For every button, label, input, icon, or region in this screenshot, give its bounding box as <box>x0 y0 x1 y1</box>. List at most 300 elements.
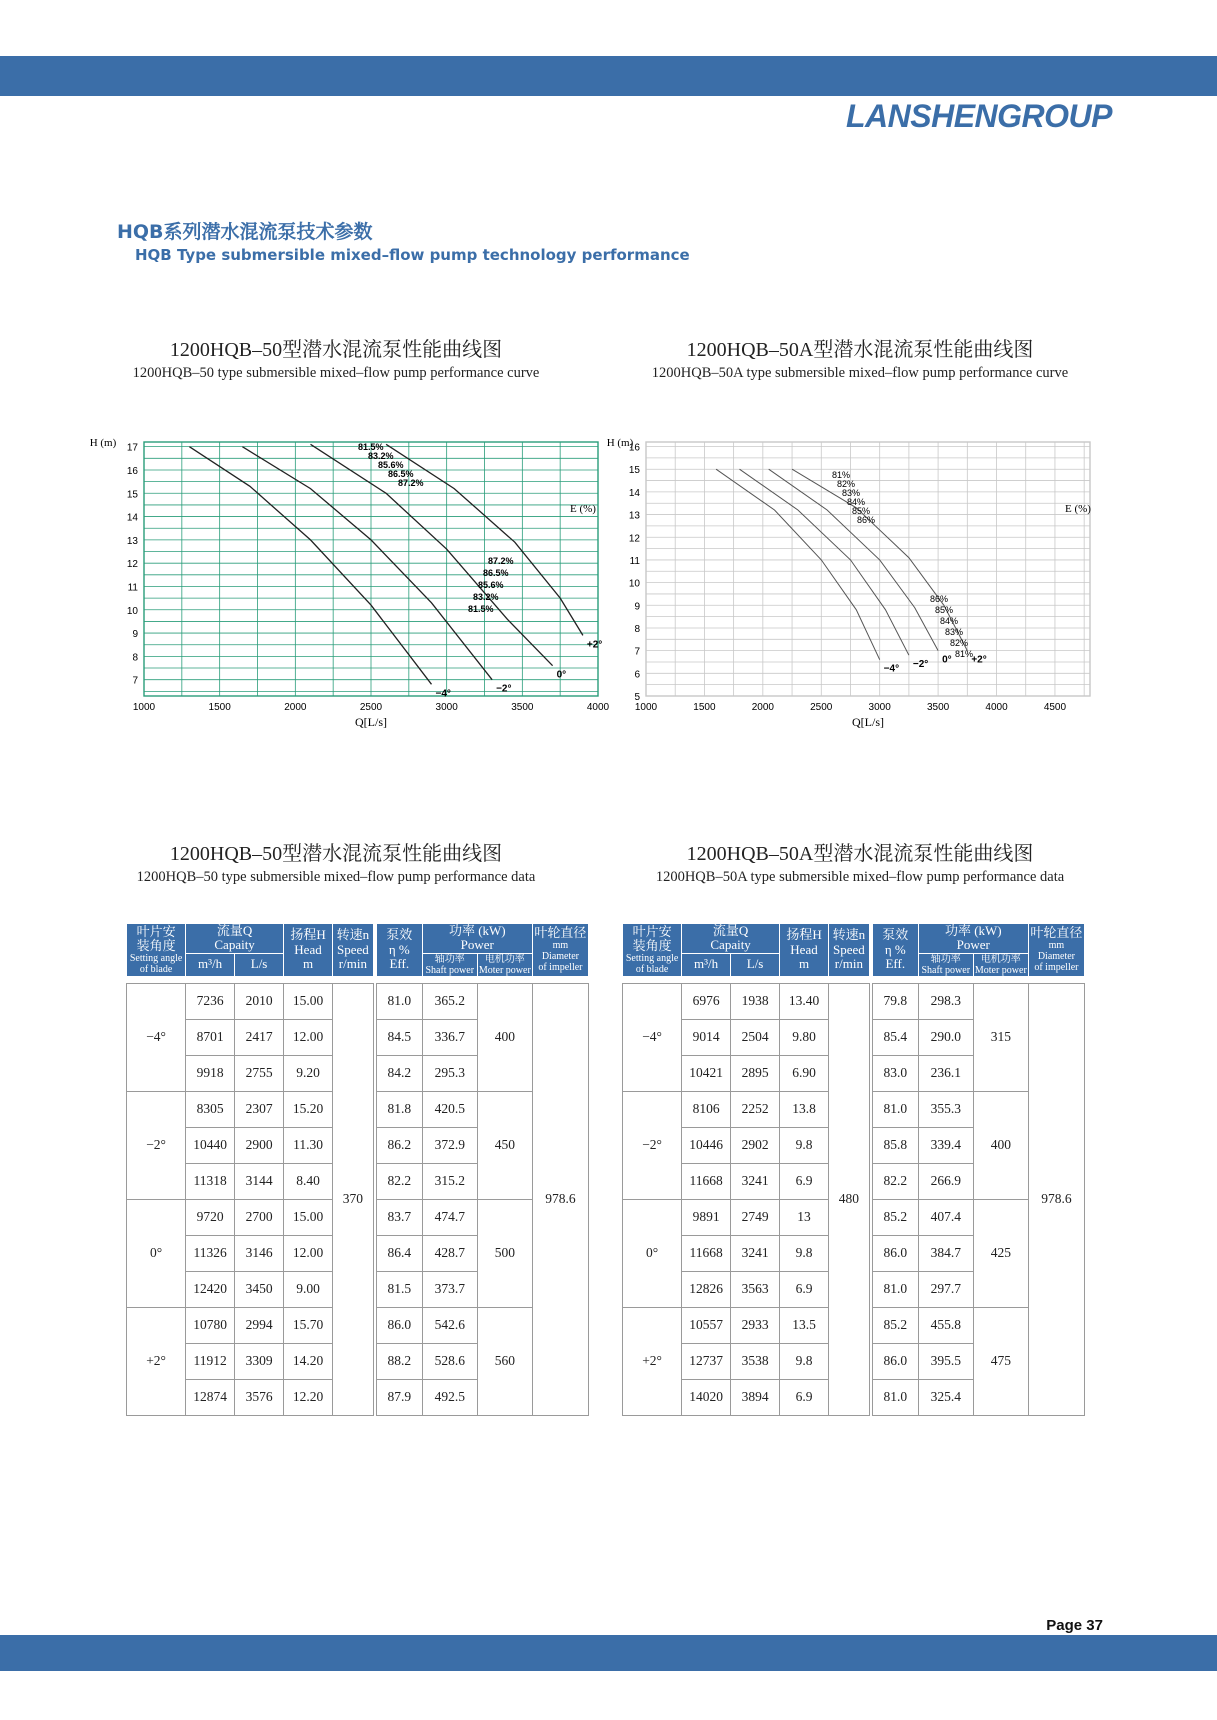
cell-head: 6.9 <box>780 1271 829 1307</box>
cell-capacity-ls: 3450 <box>235 1271 284 1307</box>
y-tick-label: 10 <box>628 578 640 590</box>
efficiency-label: 83.2% <box>368 451 394 461</box>
header-dia-en2: of impeller <box>1034 962 1079 974</box>
cell-motor-power: 500 <box>477 1199 532 1307</box>
header-angle <box>623 924 682 977</box>
y-tick-label: 15 <box>126 489 138 501</box>
cell-capacity-m3h: 11318 <box>186 1163 235 1199</box>
cell-capacity-m3h: 12826 <box>682 1271 731 1307</box>
cell-head: 15.00 <box>284 1199 333 1235</box>
header-power <box>918 924 1028 954</box>
y-tick-label: 14 <box>126 512 138 524</box>
x-tick-label: 3000 <box>435 702 458 713</box>
cell-efficiency: 88.2 <box>376 1343 422 1379</box>
cell-capacity-ls: 2895 <box>731 1055 780 1091</box>
cell-head: 6.9 <box>780 1379 829 1415</box>
y-tick-label: 9 <box>132 629 138 641</box>
header-diameter <box>1028 924 1084 977</box>
cell-capacity-ls: 3144 <box>235 1163 284 1199</box>
cell-head: 9.80 <box>780 1019 829 1055</box>
cell-capacity-m3h: 11326 <box>186 1235 235 1271</box>
cell-capacity-ls: 2010 <box>235 983 284 1019</box>
efficiency-label: 85% <box>852 506 871 516</box>
cell-shaft-power: 325.4 <box>918 1379 973 1415</box>
y-tick-label: 7 <box>634 646 640 658</box>
x-tick-label: 4500 <box>1043 702 1067 713</box>
cell-efficiency: 81.0 <box>872 1379 918 1415</box>
cell-capacity-ls: 2307 <box>235 1091 284 1127</box>
header-spacer <box>623 976 1085 983</box>
header-eff-cn: 泵效 <box>882 927 909 943</box>
cell-angle: 0° <box>623 1199 682 1307</box>
cell-head: 12.20 <box>284 1379 333 1415</box>
header-capacity-unit1: m³/h <box>186 953 235 976</box>
cell-head: 15.70 <box>284 1307 333 1343</box>
table-left-caption-cn: 1200HQB–50型潜水混流泵性能曲线图 <box>169 843 503 865</box>
cell-head: 13 <box>780 1199 829 1235</box>
cell-shaft-power: 298.3 <box>918 983 973 1019</box>
cell-capacity-m3h: 9720 <box>186 1199 235 1235</box>
chart-right-caption-cn: 1200HQB–50A型潜水混流泵性能曲线图 <box>686 339 1034 361</box>
x-axis-label: Q[L/s] <box>355 715 387 729</box>
y-tick-label: 8 <box>132 652 138 664</box>
header-angle-en1: Setting angle <box>129 953 183 965</box>
cell-capacity-m3h: 8701 <box>186 1019 235 1055</box>
header-head <box>284 924 333 977</box>
cell-angle: −2° <box>623 1091 682 1199</box>
cell-shaft-power: 528.6 <box>422 1343 477 1379</box>
y-tick-label: 13 <box>628 510 640 522</box>
x-tick-label: 4000 <box>586 702 610 713</box>
cell-diameter: 978.6 <box>1028 983 1084 1415</box>
cell-shaft-power: 372.9 <box>422 1127 477 1163</box>
cell-angle: 0° <box>127 1199 186 1307</box>
cell-motor-power: 560 <box>477 1307 532 1415</box>
cell-head: 15.20 <box>284 1091 333 1127</box>
efficiency-label: 83% <box>945 627 964 637</box>
header-eff <box>376 924 422 977</box>
cell-shaft-power: 355.3 <box>918 1091 973 1127</box>
header-angle-cn2: 装角度 <box>632 937 672 953</box>
cell-capacity-ls: 2252 <box>731 1091 780 1127</box>
header-capacity-en: Capaity <box>214 937 255 953</box>
efficiency-label: 81% <box>832 470 851 480</box>
header-power-cn: 功率 (kW) <box>944 923 1002 938</box>
cell-capacity-m3h: 11668 <box>682 1163 731 1199</box>
y-tick-label: 15 <box>628 465 640 477</box>
cell-capacity-m3h: 12737 <box>682 1343 731 1379</box>
x-tick-label: 1500 <box>693 702 716 713</box>
header-speed-cn: 转速n <box>336 927 370 943</box>
efficiency-label: 81.5% <box>358 442 384 452</box>
cell-shaft-power: 384.7 <box>918 1235 973 1271</box>
cell-motor-power: 400 <box>477 983 532 1091</box>
chart-left <box>88 437 610 770</box>
header-angle-cn1: 叶片安 <box>136 923 176 939</box>
series-label: −2° <box>912 659 929 671</box>
cell-head: 9.8 <box>780 1235 829 1271</box>
x-tick-label: 1000 <box>132 702 156 713</box>
header-power-en: Power <box>460 937 494 953</box>
header-dia-en2: of impeller <box>538 962 583 974</box>
cell-head: 15.00 <box>284 983 333 1019</box>
x-axis-label: Q[L/s] <box>852 715 884 729</box>
page-title-en: HQB Type submersible mixed–flow pump technology performance <box>135 246 690 264</box>
y-tick-label: 17 <box>126 442 138 454</box>
header-eff-sym: η % <box>388 941 410 957</box>
cell-head: 12.00 <box>284 1235 333 1271</box>
header-shaft <box>422 953 477 976</box>
cell-shaft-power: 428.7 <box>422 1235 477 1271</box>
cell-speed: 480 <box>829 983 870 1415</box>
efficiency-label: 82% <box>837 479 856 489</box>
y-tick-label: 12 <box>126 559 138 571</box>
y-tick-label: 6 <box>634 669 640 681</box>
cell-motor-power: 315 <box>973 983 1028 1091</box>
table-right-caption <box>590 837 1130 886</box>
cell-efficiency: 81.8 <box>376 1091 422 1127</box>
header-power-en: Power <box>956 937 990 953</box>
series-label: −4° <box>883 663 900 675</box>
chart-right-caption <box>590 333 1130 382</box>
series-label: +2° <box>586 639 603 651</box>
y-tick-label: 9 <box>634 601 640 613</box>
cell-head: 13.40 <box>780 983 829 1019</box>
cell-capacity-ls: 3309 <box>235 1343 284 1379</box>
cell-head: 12.00 <box>284 1019 333 1055</box>
cell-shaft-power: 365.2 <box>422 983 477 1019</box>
header-head <box>780 924 829 977</box>
cell-capacity-m3h: 8106 <box>682 1091 731 1127</box>
cell-shaft-power: 474.7 <box>422 1199 477 1235</box>
cell-capacity-ls: 2933 <box>731 1307 780 1343</box>
cell-angle: +2° <box>623 1307 682 1415</box>
cell-capacity-ls: 3538 <box>731 1343 780 1379</box>
efficiency-label: 84% <box>847 497 866 507</box>
cell-capacity-m3h: 12874 <box>186 1379 235 1415</box>
header-speed <box>829 924 870 977</box>
cell-motor-power: 450 <box>477 1091 532 1199</box>
efficiency-label: 86.5% <box>388 469 414 479</box>
header-capacity-en: Capaity <box>710 937 751 953</box>
header-capacity-unit2: L/s <box>731 953 780 976</box>
header-speed <box>333 924 374 977</box>
x-tick-label: 1000 <box>634 702 658 713</box>
cell-head: 9.8 <box>780 1343 829 1379</box>
cell-head: 6.9 <box>780 1163 829 1199</box>
cell-capacity-ls: 2900 <box>235 1127 284 1163</box>
cell-capacity-ls: 1938 <box>731 983 780 1019</box>
cell-capacity-m3h: 9014 <box>682 1019 731 1055</box>
y-axis-label: H (m) <box>89 437 117 449</box>
table-left-caption-en: 1200HQB–50 type submersible mixed–flow pump performance data <box>136 869 536 885</box>
efficiency-label: 86.5% <box>483 568 509 578</box>
x-tick-label: 3500 <box>511 702 534 713</box>
cell-efficiency: 87.9 <box>376 1379 422 1415</box>
cell-head: 13.5 <box>780 1307 829 1343</box>
header-dia-unit: mm <box>552 940 569 952</box>
header-eff-sym: η % <box>884 941 906 957</box>
cell-shaft-power: 395.5 <box>918 1343 973 1379</box>
cell-efficiency: 82.2 <box>872 1163 918 1199</box>
cell-head: 9.00 <box>284 1271 333 1307</box>
series-label: 0° <box>556 669 567 681</box>
cell-capacity-ls: 2755 <box>235 1055 284 1091</box>
chart-right-caption-en: 1200HQB–50A type submersible mixed–flow pump performance curve <box>651 365 1069 381</box>
header-speed-unit: r/min <box>338 955 367 971</box>
plot-frame <box>646 442 1090 696</box>
cell-capacity-m3h: 10440 <box>186 1127 235 1163</box>
cell-capacity-ls: 3563 <box>731 1271 780 1307</box>
cell-capacity-m3h: 9891 <box>682 1199 731 1235</box>
y-tick-label: 7 <box>132 675 138 687</box>
bottom-band <box>0 1635 1217 1671</box>
cell-efficiency: 85.2 <box>872 1199 918 1235</box>
header-motor-en: Moter power <box>478 964 531 976</box>
cell-efficiency: 86.4 <box>376 1235 422 1271</box>
header-shaft <box>918 953 973 976</box>
cell-capacity-ls: 2504 <box>731 1019 780 1055</box>
header-dia-en1: Diameter <box>541 951 580 963</box>
efficiency-label: 85.6% <box>478 580 504 590</box>
table-right-caption-en: 1200HQB–50A type submersible mixed–flow pump performance data <box>655 869 1065 885</box>
cell-capacity-ls: 2417 <box>235 1019 284 1055</box>
header-power <box>422 924 532 954</box>
header-capacity-cn: 流量Q <box>712 923 749 938</box>
series-label: −2° <box>496 683 512 695</box>
x-tick-label: 2500 <box>359 702 383 713</box>
header-angle-cn1: 叶片安 <box>632 923 672 939</box>
y-tick-label: 16 <box>628 442 640 454</box>
header-head-en: Head <box>294 941 322 957</box>
efficiency-label: 83.2% <box>473 592 499 602</box>
x-tick-label: 1500 <box>208 702 231 713</box>
header-shaft-cn: 轴功率 <box>930 953 961 965</box>
cell-efficiency: 81.0 <box>872 1091 918 1127</box>
y2-axis-label: E (%) <box>570 503 596 515</box>
cell-capacity-ls: 3146 <box>235 1235 284 1271</box>
x-tick-label: 2500 <box>810 702 833 713</box>
cell-head: 9.8 <box>780 1127 829 1163</box>
x-tick-label: 3000 <box>868 702 891 713</box>
cell-head: 6.90 <box>780 1055 829 1091</box>
cell-efficiency: 85.4 <box>872 1019 918 1055</box>
cell-efficiency: 85.2 <box>872 1307 918 1343</box>
y2-axis-label: E (%) <box>1065 503 1091 515</box>
header-head-en: Head <box>790 941 818 957</box>
y-tick-label: 14 <box>628 487 640 499</box>
header-capacity-cn: 流量Q <box>216 923 253 938</box>
chart-right <box>600 437 1110 770</box>
cell-capacity-m3h: 14020 <box>682 1379 731 1415</box>
header-angle-en2: of blade <box>139 964 173 976</box>
table-left-caption <box>66 837 606 886</box>
x-tick-label: 2000 <box>751 702 774 713</box>
header-motor-cn: 电机功率 <box>484 953 525 965</box>
cell-angle: +2° <box>127 1307 186 1415</box>
header-head-cn: 扬程H <box>786 927 822 943</box>
efficiency-label: 87.2% <box>398 478 424 488</box>
y-tick-label: 8 <box>634 623 640 635</box>
table-left <box>126 923 589 1416</box>
x-tick-label: 2000 <box>284 702 307 713</box>
cell-head: 8.40 <box>284 1163 333 1199</box>
cell-capacity-m3h: 12420 <box>186 1271 235 1307</box>
cell-head: 14.20 <box>284 1343 333 1379</box>
efficiency-label: 84% <box>940 616 959 626</box>
cell-efficiency: 84.2 <box>376 1055 422 1091</box>
table-right <box>622 923 1085 1416</box>
header-eff-cn: 泵效 <box>386 927 413 943</box>
header-capacity <box>186 924 284 954</box>
x-tick-label: 4000 <box>985 702 1008 713</box>
cell-angle: −4° <box>127 983 186 1091</box>
header-shaft-en: Shaft power <box>425 964 475 976</box>
header-dia-cn: 叶轮直径 <box>534 925 587 941</box>
cell-angle: −4° <box>623 983 682 1091</box>
header-head-unit: m <box>798 955 810 971</box>
chart-left-caption-cn: 1200HQB–50型潜水混流泵性能曲线图 <box>169 339 503 361</box>
header-angle-en1: Setting angle <box>625 953 679 965</box>
cell-efficiency: 86.0 <box>872 1343 918 1379</box>
cell-capacity-ls: 3894 <box>731 1379 780 1415</box>
cell-capacity-ls: 2994 <box>235 1307 284 1343</box>
header-speed-en: Speed <box>337 941 369 957</box>
cell-shaft-power: 542.6 <box>422 1307 477 1343</box>
header-dia-unit: mm <box>1048 940 1065 952</box>
efficiency-label: 85% <box>935 605 954 615</box>
header-spacer <box>127 976 589 983</box>
cell-capacity-ls: 2749 <box>731 1199 780 1235</box>
cell-shaft-power: 420.5 <box>422 1091 477 1127</box>
header-eff-en: Eff. <box>885 955 906 971</box>
y-tick-label: 12 <box>628 533 640 545</box>
cell-capacity-m3h: 9918 <box>186 1055 235 1091</box>
header-shaft-cn: 轴功率 <box>434 953 465 965</box>
cell-capacity-m3h: 10780 <box>186 1307 235 1343</box>
page-number: Page 37 <box>1046 1617 1103 1634</box>
efficiency-label: 81.5% <box>468 604 494 614</box>
header-eff <box>872 924 918 977</box>
cell-head: 11.30 <box>284 1127 333 1163</box>
efficiency-label: 86% <box>930 594 949 604</box>
cell-efficiency: 79.8 <box>872 983 918 1019</box>
cell-efficiency: 81.5 <box>376 1271 422 1307</box>
cell-shaft-power: 455.8 <box>918 1307 973 1343</box>
cell-head: 9.20 <box>284 1055 333 1091</box>
table-right-caption-cn: 1200HQB–50A型潜水混流泵性能曲线图 <box>686 843 1034 865</box>
cell-shaft-power: 492.5 <box>422 1379 477 1415</box>
cell-shaft-power: 336.7 <box>422 1019 477 1055</box>
header-head-cn: 扬程H <box>290 927 326 943</box>
cell-diameter: 978.6 <box>532 983 588 1415</box>
cell-efficiency: 82.2 <box>376 1163 422 1199</box>
chart-left-caption-en: 1200HQB–50 type submersible mixed–flow pump performance curve <box>132 365 540 381</box>
y-axis-label: H (m) <box>606 437 634 449</box>
header-diameter <box>532 924 588 977</box>
y-tick-label: 16 <box>126 465 138 477</box>
cell-efficiency: 85.8 <box>872 1127 918 1163</box>
cell-shaft-power: 315.2 <box>422 1163 477 1199</box>
header-capacity-unit2: L/s <box>235 953 284 976</box>
cell-capacity-ls: 3241 <box>731 1163 780 1199</box>
cell-motor-power: 400 <box>973 1091 1028 1199</box>
cell-shaft-power: 297.7 <box>918 1271 973 1307</box>
cell-capacity-m3h: 6976 <box>682 983 731 1019</box>
header-speed-unit: r/min <box>834 955 863 971</box>
cell-efficiency: 86.0 <box>872 1235 918 1271</box>
y-tick-label: 5 <box>634 692 640 703</box>
efficiency-label: 85.6% <box>378 460 404 470</box>
cell-shaft-power: 290.0 <box>918 1019 973 1055</box>
top-band <box>0 56 1217 96</box>
cell-motor-power: 425 <box>973 1199 1028 1307</box>
header-head-unit: m <box>302 955 314 971</box>
cell-efficiency: 83.0 <box>872 1055 918 1091</box>
header-shaft-en: Shaft power <box>921 964 971 976</box>
y-tick-label: 13 <box>126 535 138 547</box>
cell-shaft-power: 266.9 <box>918 1163 973 1199</box>
header-motor <box>973 953 1028 976</box>
header-angle-en2: of blade <box>635 964 669 976</box>
header-dia-en1: Diameter <box>1037 951 1076 963</box>
header-dia-cn: 叶轮直径 <box>1030 925 1083 941</box>
cell-capacity-ls: 3576 <box>235 1379 284 1415</box>
cell-efficiency: 86.0 <box>376 1307 422 1343</box>
header-motor-en: Moter power <box>974 964 1027 976</box>
brand-logo: LANSHENGROUP <box>845 98 1112 134</box>
series-label: 0° <box>942 654 952 666</box>
cell-capacity-m3h: 11912 <box>186 1343 235 1379</box>
cell-capacity-ls: 2902 <box>731 1127 780 1163</box>
cell-capacity-m3h: 10421 <box>682 1055 731 1091</box>
cell-capacity-m3h: 7236 <box>186 983 235 1019</box>
cell-motor-power: 475 <box>973 1307 1028 1415</box>
cell-capacity-m3h: 10446 <box>682 1127 731 1163</box>
cell-capacity-ls: 3241 <box>731 1235 780 1271</box>
efficiency-label: 81% <box>955 649 974 659</box>
efficiency-label: 86% <box>857 515 876 525</box>
cell-efficiency: 84.5 <box>376 1019 422 1055</box>
cell-capacity-m3h: 11668 <box>682 1235 731 1271</box>
cell-head: 13.8 <box>780 1091 829 1127</box>
efficiency-label: 87.2% <box>488 556 514 566</box>
series-label: +2° <box>971 654 987 666</box>
efficiency-label: 83% <box>842 488 861 498</box>
cell-shaft-power: 339.4 <box>918 1127 973 1163</box>
efficiency-label: 82% <box>950 638 969 648</box>
chart-left-caption <box>66 333 606 382</box>
cell-efficiency: 83.7 <box>376 1199 422 1235</box>
cell-shaft-power: 373.7 <box>422 1271 477 1307</box>
header-angle-cn2: 装角度 <box>136 937 176 953</box>
page-title-cn: HQB系列潜水混流泵技术参数 <box>117 221 373 243</box>
table-row <box>623 983 1085 1019</box>
x-tick-label: 3500 <box>926 702 950 713</box>
header-motor <box>477 953 532 976</box>
cell-efficiency: 86.2 <box>376 1127 422 1163</box>
cell-efficiency: 81.0 <box>376 983 422 1019</box>
cell-capacity-ls: 2700 <box>235 1199 284 1235</box>
cell-capacity-m3h: 8305 <box>186 1091 235 1127</box>
table-row <box>127 983 589 1019</box>
header-eff-en: Eff. <box>389 955 410 971</box>
cell-shaft-power: 407.4 <box>918 1199 973 1235</box>
chart-svg <box>88 437 610 770</box>
y-tick-label: 11 <box>629 555 640 567</box>
header-capacity <box>682 924 780 954</box>
header-power-cn: 功率 (kW) <box>448 923 506 938</box>
